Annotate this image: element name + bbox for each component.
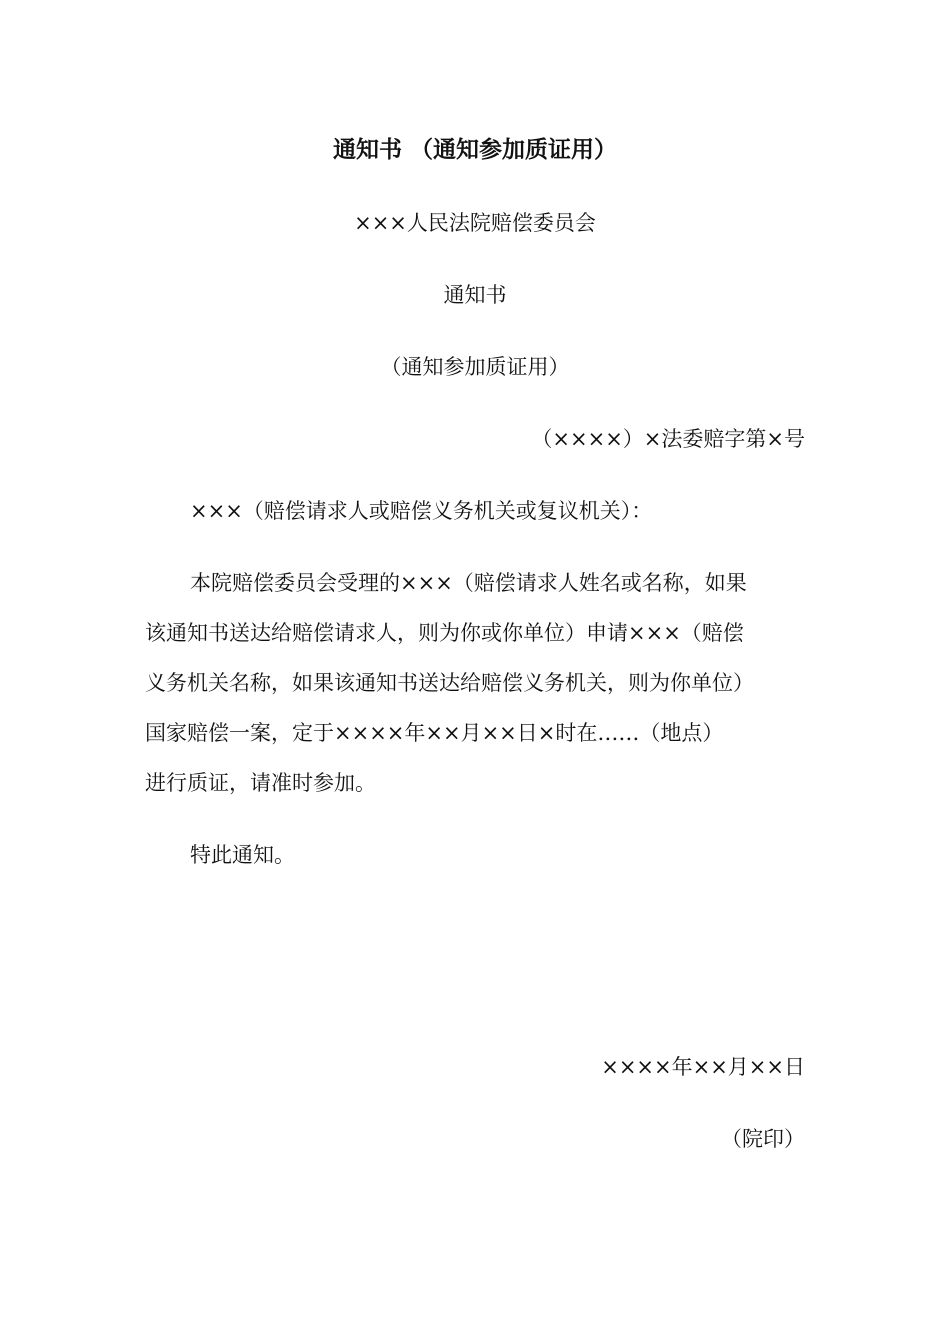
- body-line: 国家赔偿一案，定于××××年××月××日×时在……（地点）: [145, 721, 724, 745]
- closing-remark: 特此通知。: [190, 843, 295, 867]
- document-type: 通知书: [443, 283, 507, 307]
- addressee: ×××（赔偿请求人或赔偿义务机关或复议机关）：: [190, 499, 653, 523]
- body-line: 本院赔偿委员会受理的×××（赔偿请求人姓名或名称，如果: [190, 571, 747, 595]
- case-number: （××××）×法委赔字第×号: [531, 427, 805, 451]
- body-line: 进行质证，请准时参加。: [145, 771, 376, 795]
- issue-date: ××××年××月××日: [601, 1055, 805, 1079]
- body-line: 该通知书送达给赔偿请求人，则为你或你单位）申请×××（赔偿: [145, 621, 744, 645]
- court-seal: （院印）: [721, 1127, 805, 1151]
- document-title: 通知书 （通知参加质证用）: [332, 136, 617, 163]
- issuer-name: ×××人民法院赔偿委员会: [354, 211, 596, 235]
- document-subtype: （通知参加质证用）: [380, 355, 570, 379]
- body-line: 义务机关名称，如果该通知书送达给赔偿义务机关，则为你单位）: [145, 671, 754, 695]
